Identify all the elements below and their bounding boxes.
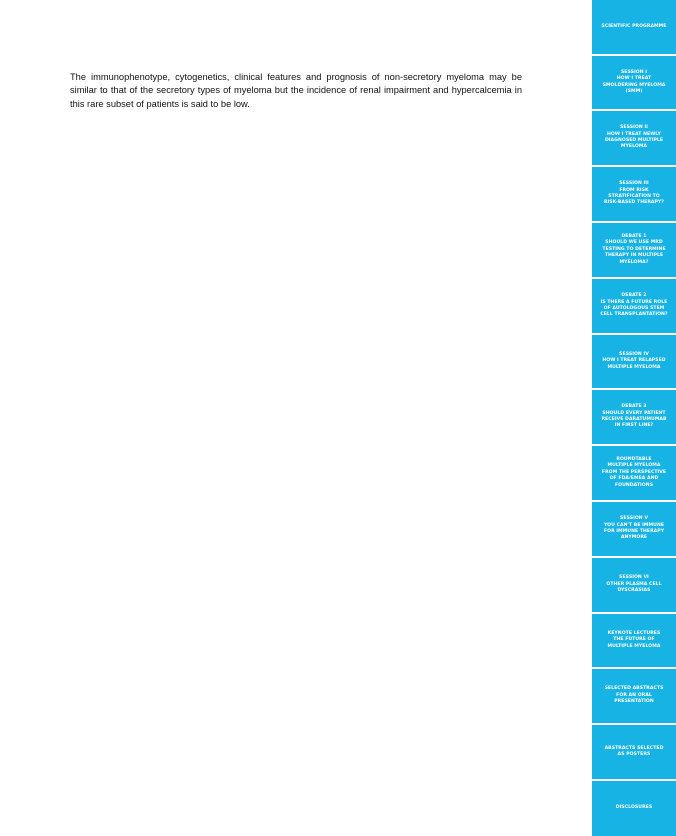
nav-session-6[interactable]: [592, 558, 676, 612]
nav-label: KEYNOTE LECTURES THE FUTURE OF MULTIPLE MYELOMA: [607, 630, 661, 649]
nav-label: DISCLOSURES: [615, 805, 653, 811]
nav-label: ABSTRACTS SELECTED AS POSTERS: [604, 745, 664, 757]
nav-roundtable[interactable]: [592, 446, 676, 500]
nav-label: SCIENTIFIC PROGRAMME: [601, 23, 667, 29]
nav-keynote-lectures[interactable]: [592, 614, 676, 667]
nav-label: SELECTED ABSTRACTS FOR AN ORAL PRESENTATION: [604, 686, 664, 705]
nav-session-1[interactable]: [592, 56, 676, 109]
nav-debate-2[interactable]: [592, 279, 676, 333]
nav-label: SESSION III FROM RISK STRATIFICATION TO RISK-BASED THERAPY?: [603, 181, 665, 206]
nav-debate-3[interactable]: [592, 390, 676, 444]
body-paragraph: The immunophenotype, cytogenetics, clinical features and prognosis of non-secretory myeloma may be similar to that of the secretory types of myeloma but the incidence of renal impairment and hypercalcemia in this rare subset of patients is said to be low.: [70, 72, 522, 109]
nav-label: ROUNDTABLE MULTIPLE MYELOMA FROM THE PERSPECTIVE OF FDA/EMEA AND FOUNDATIONS: [601, 456, 667, 488]
nav-label: DEBATE 3 SHOULD EVERY PATIENT RECEIVE DARATUMUMAB IN FIRST LINE?: [601, 404, 667, 429]
nav-debate-1[interactable]: [592, 223, 676, 277]
section-sidebar: [592, 0, 676, 836]
nav-label: DEBATE 1 SHOULD WE USE MRD TESTING TO DETERMINE THERAPY IN MULTIPLE MYELOMA?: [602, 233, 666, 265]
nav-session-4[interactable]: [592, 335, 676, 388]
nav-session-5[interactable]: [592, 502, 676, 556]
nav-label: SESSION I HOW I TREAT SMOLDERING MYELOMA (SMM): [602, 69, 666, 94]
nav-label: DEBATE 2 IS THERE A FUTURE ROLE OF AUTOLOGOUS STEM CELL TRANSPLANTATION?: [600, 293, 668, 318]
nav-session-3[interactable]: [592, 167, 676, 221]
nav-disclosures[interactable]: [592, 781, 676, 836]
nav-label: SESSION V YOU CAN'T BE IMMUNE FOR IMMUNE THERAPY ANYMORE: [603, 516, 665, 541]
nav-scientific-programme[interactable]: [592, 0, 676, 54]
nav-session-2[interactable]: [592, 111, 676, 165]
nav-selected-abstracts[interactable]: [592, 669, 676, 723]
nav-label: SESSION VI OTHER PLASMA CELL DYSCRASIAS: [606, 575, 662, 594]
nav-abstracts-posters[interactable]: [592, 725, 676, 779]
nav-label: SESSION II HOW I TREAT NEWLY DIAGNOSED MULTIPLE MYELOMA: [604, 125, 664, 150]
nav-label: SESSION IV HOW I TREAT RELAPSED MULTIPLE MYELOMA: [602, 351, 666, 370]
